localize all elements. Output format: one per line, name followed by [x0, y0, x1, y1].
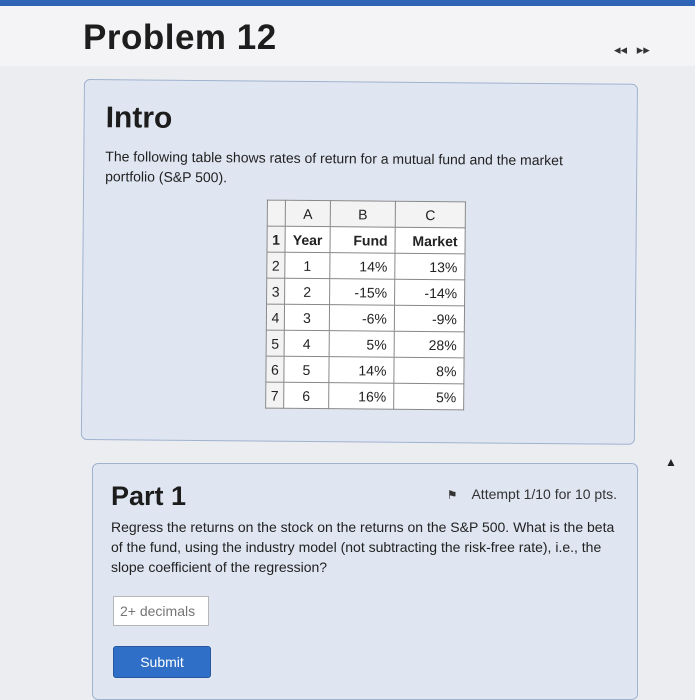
market-cell: 5%	[394, 383, 464, 410]
row-number: 7	[266, 382, 284, 408]
problem-nav	[614, 42, 656, 58]
row-number: 5	[266, 330, 284, 356]
corner-cell	[267, 200, 285, 226]
part1-card	[92, 463, 638, 700]
header-cell-market: Market	[395, 227, 465, 254]
fund-cell: 14%	[329, 357, 394, 384]
year-cell: 2	[285, 278, 330, 304]
table-row	[266, 382, 464, 410]
page-header	[0, 6, 695, 66]
fund-cell: 5%	[329, 331, 394, 358]
row-number: 2	[267, 252, 285, 278]
fund-cell: -15%	[330, 279, 395, 306]
table-row	[267, 252, 465, 280]
row-number: 6	[266, 356, 284, 382]
attempt-text: Attempt 1/10 for 10 pts.	[471, 486, 617, 502]
fund-cell: 16%	[329, 383, 394, 410]
next-problem-icon[interactable]: ▸▸	[636, 42, 650, 57]
answer-input[interactable]	[113, 596, 209, 626]
year-cell: 3	[284, 304, 329, 330]
row-number: 3	[267, 278, 285, 304]
flag-icon[interactable]: ⚑	[446, 488, 458, 502]
market-cell: -9%	[394, 305, 464, 332]
year-cell: 4	[284, 330, 329, 356]
previous-problem-icon[interactable]: ◂◂	[614, 42, 628, 57]
intro-heading: Intro	[105, 101, 173, 135]
header-cell-year: Year	[285, 226, 330, 252]
table-row	[267, 278, 465, 306]
market-cell: 28%	[394, 331, 464, 358]
table-row	[266, 356, 464, 384]
column-letter: A	[285, 200, 330, 226]
market-cell: 8%	[394, 357, 464, 384]
intro-card	[81, 79, 638, 445]
column-letter: B	[330, 201, 395, 228]
year-cell: 1	[285, 252, 330, 278]
row-number: 1	[267, 226, 285, 252]
mouse-cursor-icon: ▲	[665, 455, 677, 469]
intro-text: The following table shows rates of return for a mutual fund and the market portfolio (S&P 500).	[105, 148, 563, 186]
submit-button[interactable]: Submit	[113, 646, 211, 678]
column-letter-row	[267, 200, 465, 228]
market-cell: -14%	[395, 279, 465, 306]
question-text: Regress the returns on the stock on the returns on the S&P 500. What is the beta of the fund, using the industry model (not subtracting the risk-free rate), i.e., the slope coefficient of the regression?	[111, 519, 615, 575]
fund-cell: 14%	[330, 253, 395, 280]
part1-heading: Part 1	[111, 481, 187, 511]
table-row	[266, 304, 464, 332]
row-number: 4	[266, 304, 284, 330]
table-row	[266, 330, 464, 358]
column-letter: C	[395, 201, 465, 228]
fund-cell: -6%	[329, 305, 394, 332]
header-cell-fund: Fund	[330, 227, 395, 254]
year-cell: 6	[284, 382, 329, 408]
returns-table	[265, 200, 466, 411]
attempt-status	[447, 486, 617, 502]
market-cell: 13%	[395, 253, 465, 280]
page-title: Problem 12	[83, 18, 277, 57]
table-header-row	[267, 226, 465, 254]
year-cell: 5	[284, 356, 329, 382]
